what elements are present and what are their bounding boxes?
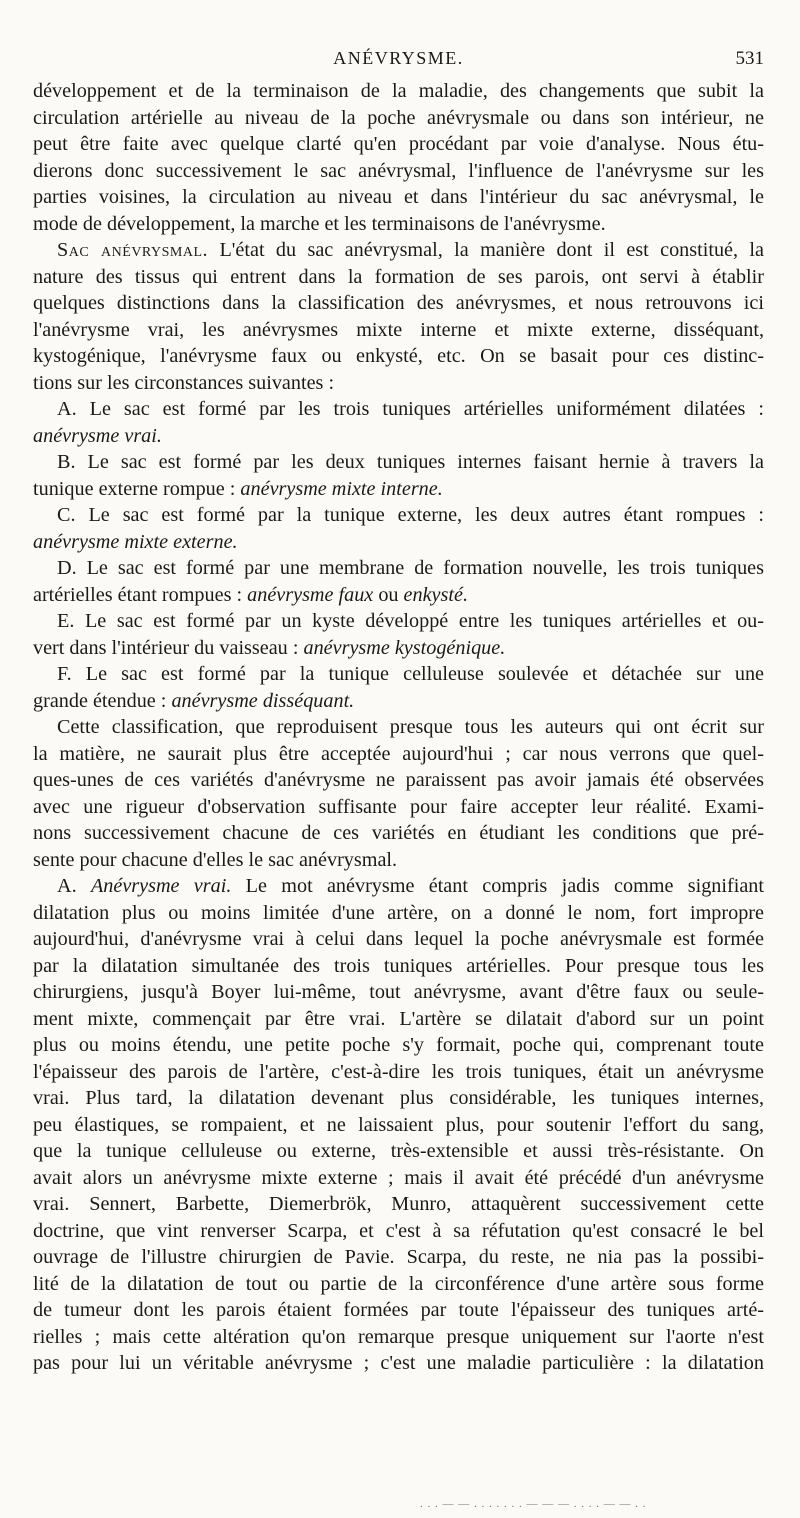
text-line: plus ou moins étendu, une petite poche s'y formait, poche qui, comprenant toute xyxy=(33,1034,764,1056)
text-line: pas pour lui un véritable anévrysme ; c'est une maladie particulière : la dilatation xyxy=(33,1352,764,1374)
text-line: ques-unes de ces variétés d'anévrysme ne paraissent pas avoir jamais été observées xyxy=(33,769,764,791)
text-span: L'état du sac anévrysmal, la manière dont il est constitué, la xyxy=(208,239,764,261)
text-span: A. xyxy=(57,875,91,897)
text-line: ment mixte, commençait par être vrai. L'artère se dilatait d'abord sur un point xyxy=(33,1007,764,1030)
text-line: chirurgiens, jusqu'à Boyer lui-même, tout anévrysme, avant d'être faux ou seule- xyxy=(33,981,764,1003)
text-line: quelques distinctions dans la classification des anévrysmes, et nous retrouvons ici xyxy=(33,292,764,314)
text-span: ou xyxy=(373,583,404,606)
text-line: mode de développement, la marche et les terminaisons de l'anévrysme. xyxy=(33,212,606,235)
text-line: l'anévrysme vrai, les anévrysmes mixte interne et mixte externe, disséquant, xyxy=(33,318,764,341)
text-line xyxy=(33,529,764,556)
list-item-e: E. Le sac est formé par un kyste développé entre les tuniques artérielles et ou- xyxy=(57,610,764,632)
text-line: rielles ; mais cette altération qu'on remarque presque uniquement sur l'aorte n'est xyxy=(33,1325,764,1348)
text-line xyxy=(33,476,764,503)
text-line xyxy=(33,635,764,662)
text-line: avec une rigueur d'observation suffisante pour faire accepter leur réalité. Exami- xyxy=(33,795,764,818)
text-line: développement et de la terminaison de la maladie, des changements que subit la xyxy=(33,80,764,102)
text-line: l'épaisseur des parois de l'artère, c'est-à-dire les trois tuniques, était un anévrysme xyxy=(33,1060,764,1083)
text-line: circulation artérielle au niveau de la poche anévrysmale ou dans son intérieur, ne xyxy=(33,106,764,129)
text-line: ouvrage de l'illustre chirurgien de Pavie. Scarpa, du reste, ne nia pas la possibi- xyxy=(33,1246,764,1268)
text-span: tunique externe rompue : xyxy=(33,477,241,500)
text-span: Le mot anévrysme étant compris jadis comme signifiant xyxy=(231,875,764,897)
text-line: par la dilatation simultanée des trois tuniques artérielles. Pour presque tous les xyxy=(33,954,764,977)
text-line: avait alors un anévrysme mixte externe ; mais il avait été précédé d'un anévrysme xyxy=(33,1166,764,1189)
text-line xyxy=(33,237,764,264)
italic-term: anévrysme mixte externe. xyxy=(33,530,238,553)
text-line: Cette classification, que reproduisent presque tous les auteurs qui ont écrit sur xyxy=(57,716,764,738)
text-line: lité de la dilatation de tout ou partie de la circonférence d'une artère sous forme xyxy=(33,1272,764,1295)
italic-term: anévrysme vrai. xyxy=(33,424,162,447)
text-line xyxy=(33,688,764,715)
text-line: peut être faite avec quelque clarté qu'en procédant par voie d'analyse. Nous étu- xyxy=(33,133,764,155)
section-heading: Sac anévrysmal. xyxy=(57,239,209,261)
list-item-a: A. Le sac est formé par les trois tuniques artérielles uniformément dilatées : xyxy=(57,398,764,420)
list-item-d: D. Le sac est formé par une membrane de formation nouvelle, les trois tuniques xyxy=(57,557,764,579)
text-line: nons successivement chacune de ces variétés en étudiant les conditions que pré- xyxy=(33,822,764,844)
text-line: sente pour chacune d'elles le sac anévrysmal. xyxy=(33,848,398,871)
italic-term: anévrysme mixte interne. xyxy=(240,477,443,500)
text-line xyxy=(33,423,764,450)
page-number: 531 xyxy=(735,48,764,69)
page-header xyxy=(33,48,764,78)
list-item-f: F. Le sac est formé par la tunique celluleuse soulevée et détachée sur une xyxy=(57,663,764,685)
text-line: parties voisines, la circulation au niveau et dans l'intérieur du sac anévrysmal, le xyxy=(33,186,764,208)
text-line: nature des tissus qui entrent dans la formation de ses parois, ont servi à établir xyxy=(33,265,764,288)
text-span: artérielles étant rompues : xyxy=(33,583,248,606)
italic-term: anévrysme disséquant. xyxy=(171,689,355,712)
body-text xyxy=(33,78,764,1377)
text-line: vrai. Plus tard, la dilatation devenant plus considérable, les tuniques internes, xyxy=(33,1087,764,1109)
text-line: tions sur les circonstances suivantes : xyxy=(33,371,335,394)
text-line xyxy=(33,582,764,609)
text-line: de tumeur dont les parois étaient formées par toute l'épaisseur des tuniques arté- xyxy=(33,1299,764,1321)
italic-term: enkysté. xyxy=(403,583,468,606)
list-item-c: C. Le sac est formé par la tunique externe, les deux autres étant rompues : xyxy=(57,504,764,526)
text-line: dilatation plus ou moins limitée d'une artère, on a donné le nom, fort impropre xyxy=(33,901,764,924)
running-title: ANÉVRYSME. xyxy=(333,48,464,68)
text-line: aujourd'hui, d'anévrysme vrai à celui dans lequel la poche anévrysmale est formée xyxy=(33,928,764,950)
text-span: grande étendue : xyxy=(33,689,172,712)
text-line: vrai. Sennert, Barbette, Diemerbrök, Munro, attaquèrent successivement cette xyxy=(33,1193,764,1215)
italic-term: anévrysme faux xyxy=(247,583,374,606)
list-item-b: B. Le sac est formé par les deux tuniques internes faisant hernie à travers la xyxy=(57,451,764,473)
text-line: que la tunique celluleuse ou externe, très-extensible et aussi très-résistante. On xyxy=(33,1140,764,1162)
print-marks: . . . — — . . . . . . . — — — . . . . — — . . xyxy=(420,1498,647,1510)
text-span: vert dans l'intérieur du vaisseau : xyxy=(33,636,304,659)
text-line: dierons donc successivement le sac anévrysmal, l'influence de l'anévrysme sur les xyxy=(33,159,764,182)
text-line: kystogénique, l'anévrysme faux ou enkysté, etc. On se basait pour ces distinc- xyxy=(33,345,764,367)
text-line: la matière, ne saurait plus être acceptée aujourd'hui ; car nous verrons que quel- xyxy=(33,742,764,765)
text-line xyxy=(33,873,764,900)
italic-term: anévrysme kystogénique. xyxy=(303,636,506,659)
italic-term: Anévrysme vrai. xyxy=(90,875,232,897)
text-line: peu élastiques, se rompaient, et ne laissaient plus, pour soutenir l'effort du sang, xyxy=(33,1113,764,1136)
text-line: doctrine, que vint renverser Scarpa, et c'est à sa réfutation qu'est consacré le bel xyxy=(33,1219,764,1242)
